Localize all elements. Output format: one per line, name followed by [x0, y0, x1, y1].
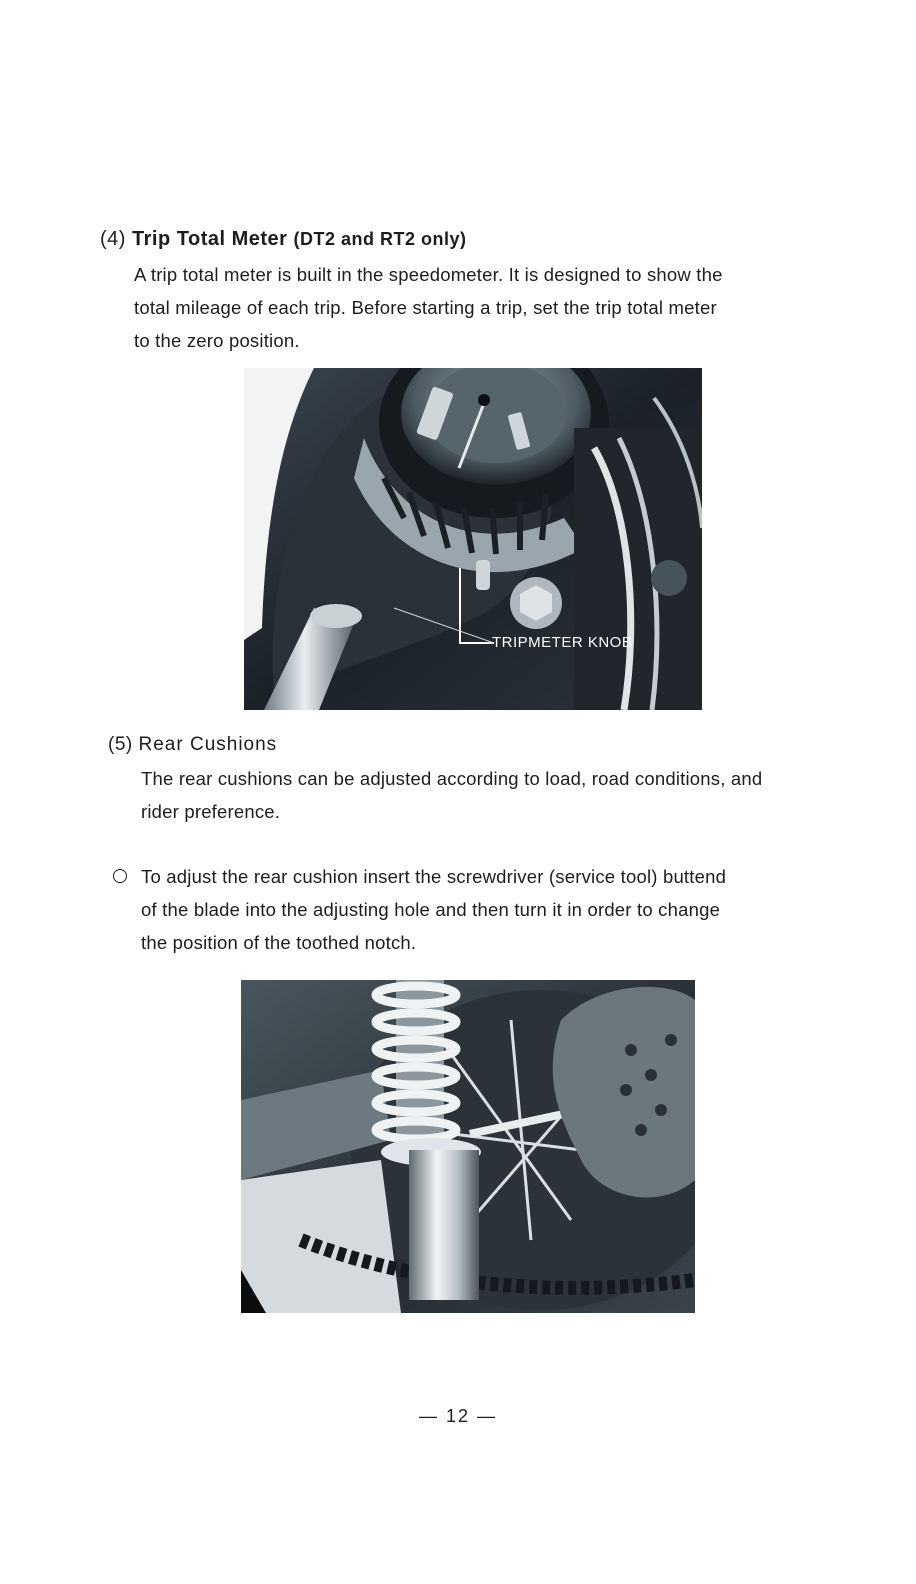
bullet-line-2: of the blade into the adjusting hole and then turn it in order to change [141, 899, 721, 920]
bullet-circle-icon [113, 869, 127, 883]
section-4-body [134, 258, 723, 357]
section-5-line-2: rider preference. [141, 801, 281, 822]
section-5-body [141, 762, 762, 828]
section-4-note: (DT2 and RT2 only) [293, 229, 467, 249]
section-4-line-2: total mileage of each trip. Before starting a trip, set the trip total meter [134, 297, 717, 318]
section-4-title: Trip Total Meter [132, 228, 288, 250]
section-5-number: (5) [108, 734, 133, 755]
section-5-heading [108, 734, 277, 756]
section-4-number: (4) [100, 228, 126, 250]
rear-cushion-photo [241, 980, 695, 1313]
section-5-line-1: The rear cushions can be adjusted according to load, road conditions, and [141, 768, 763, 789]
tripmeter-photo-illustration [244, 368, 702, 710]
tripmeter-knob-label: TRIPMETER KNOB [492, 634, 633, 651]
page-number: — 12 — [418, 1406, 498, 1426]
bullet-line-3: the position of the toothed notch. [141, 932, 417, 953]
section-5-bullet-body [141, 860, 726, 959]
bullet-line-1: To adjust the rear cushion insert the screwdriver (service tool) buttend [141, 866, 727, 887]
section-4-heading [100, 228, 467, 251]
section-5-title: Rear Cushions [138, 734, 278, 755]
tripmeter-photo [244, 368, 702, 710]
section-4-line-3: to the zero position. [134, 330, 300, 351]
rear-cushion-photo-illustration [241, 980, 695, 1313]
section-4-line-1: A trip total meter is built in the speedometer. It is designed to show the [134, 264, 723, 285]
